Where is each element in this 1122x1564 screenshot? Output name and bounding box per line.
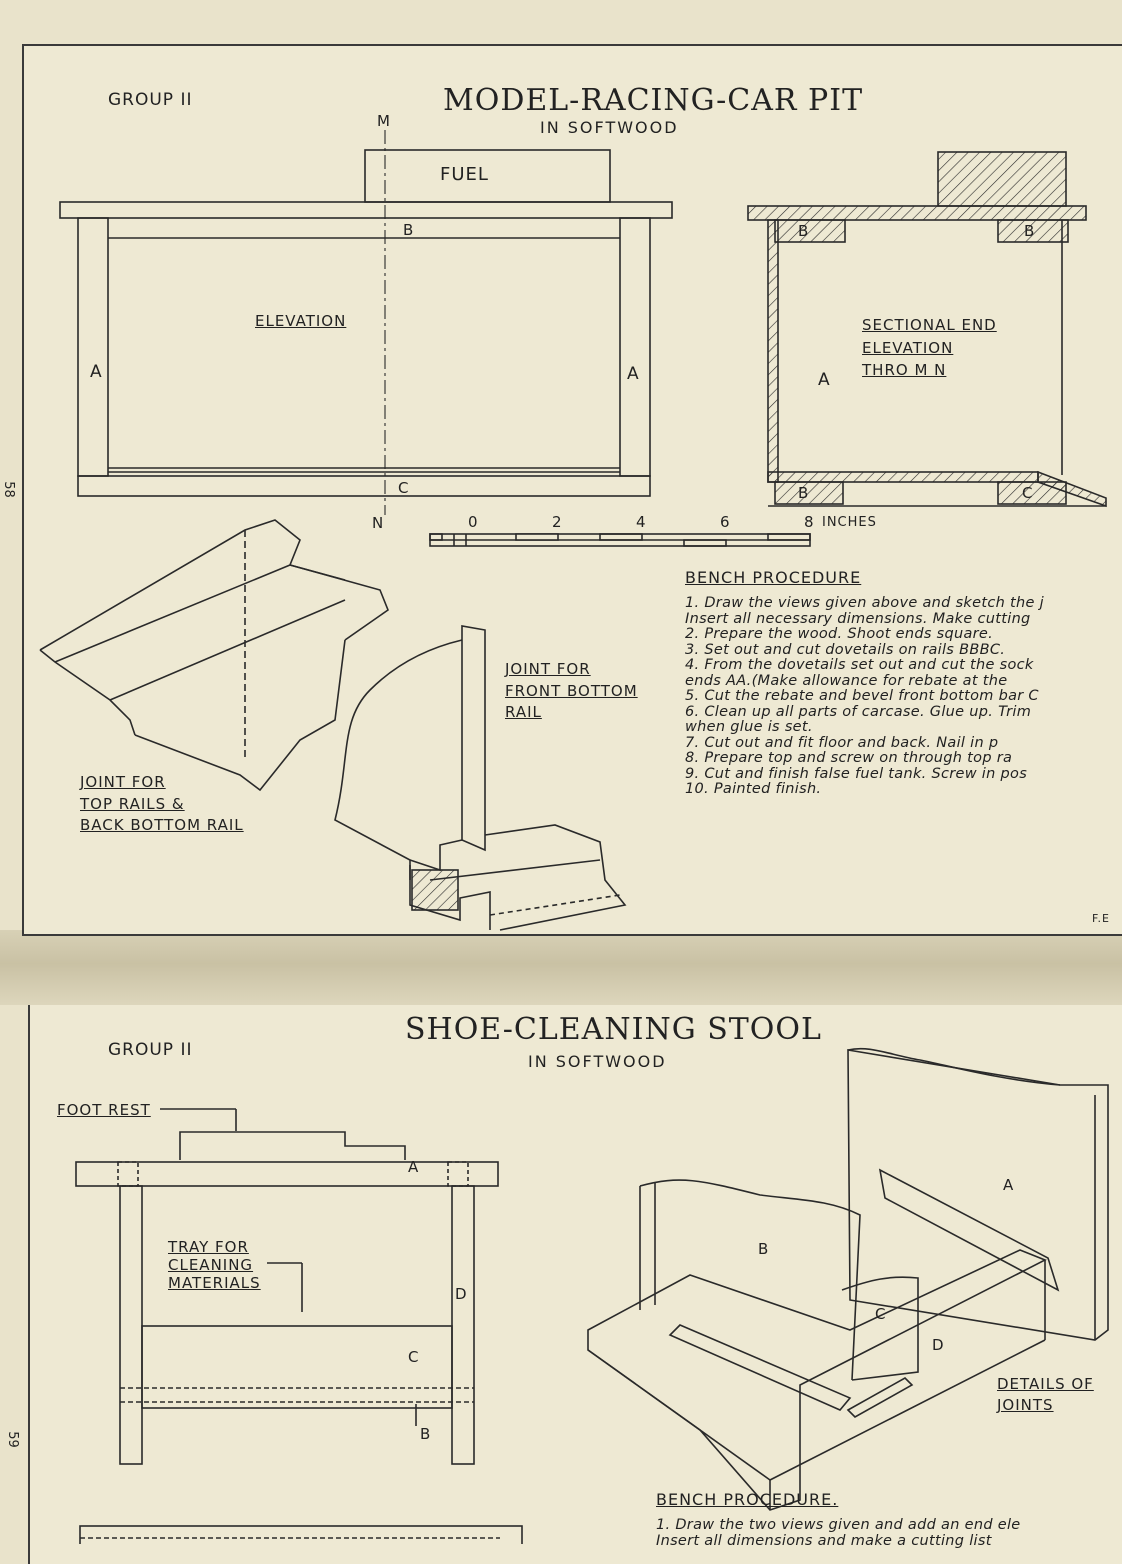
- scale-tick-2: 2: [552, 513, 563, 531]
- label-sectional-2: ELEVATION: [862, 339, 954, 357]
- step-line: 3. Set out and cut dovetails on rails BBBC.: [685, 641, 1006, 658]
- joint-details-drawing: [588, 1049, 1108, 1510]
- step-line: 2. Prepare the wood. Shoot ends square.: [685, 626, 994, 642]
- step-line: when glue is set.: [685, 719, 813, 735]
- label-joint-top-1: JOINT FOR: [80, 773, 166, 791]
- scale-tick-0: 0: [468, 513, 479, 531]
- bench-procedure-steps-bottom: [656, 1518, 1021, 1549]
- step-line: 10. Painted finish.: [685, 781, 822, 797]
- step-line: 4. From the dovetails set out and cut the sock: [685, 657, 1034, 673]
- scale-bar: [430, 534, 810, 546]
- page-number-58: 58: [0, 481, 16, 498]
- group-label-bottom: GROUP II: [108, 1040, 193, 1060]
- scale-unit: INCHES: [822, 515, 877, 530]
- label-a-joint: A: [1003, 1176, 1015, 1194]
- label-b-section-bottom: B: [798, 484, 810, 502]
- label-joint-front-3: RAIL: [505, 703, 542, 721]
- label-a-left: A: [90, 362, 103, 382]
- joint-top-rails-drawing: [40, 520, 388, 790]
- label-b-joint: B: [758, 1240, 770, 1258]
- bench-procedure-steps-top: [685, 596, 1044, 798]
- stool-elevation-drawing: [76, 1109, 522, 1544]
- label-m: M: [377, 112, 391, 130]
- label-d-leg: D: [455, 1285, 468, 1303]
- label-tray-1: TRAY FOR: [168, 1238, 249, 1256]
- label-tray-3: MATERIALS: [168, 1274, 261, 1292]
- label-b-section-right: B: [1024, 222, 1036, 240]
- step-line: 1. Draw the two views given and add an end ele: [656, 1517, 1021, 1533]
- title-top: MODEL-RACING-CAR PIT: [443, 83, 864, 118]
- label-foot-rest: FOOT REST: [57, 1101, 151, 1119]
- step-line: 5. Cut the rebate and bevel front bottom bar C: [685, 688, 1039, 704]
- scale-tick-8: 8: [804, 513, 815, 531]
- label-n: N: [372, 514, 385, 532]
- label-d-joint: D: [932, 1336, 945, 1354]
- subtitle-top: IN SOFTWOOD: [540, 118, 679, 137]
- label-joint-front-2: FRONT BOTTOM: [505, 682, 638, 700]
- label-joint-front-1: JOINT FOR: [505, 660, 591, 678]
- page-number-59: 59: [4, 1431, 20, 1448]
- label-tray-2: CLEANING: [168, 1256, 254, 1274]
- label-c-joint: C: [875, 1305, 887, 1323]
- step-line: Insert all necessary dimensions. Make cutting: [685, 610, 1031, 627]
- label-details-1: DETAILS OF: [997, 1375, 1094, 1393]
- label-b-rail: B: [403, 221, 415, 239]
- label-b-rail: B: [420, 1425, 432, 1443]
- label-sectional-3: THRO M N: [862, 361, 947, 379]
- label-a-section: A: [818, 370, 831, 390]
- elevation-drawing: [60, 130, 672, 515]
- label-c-rail: C: [398, 479, 410, 497]
- label-fuel: FUEL: [440, 164, 489, 185]
- scale-tick-4: 4: [636, 513, 647, 531]
- step-line: 8. Prepare top and screw on through top ra: [685, 750, 1013, 766]
- label-c-section-bottom: C: [1022, 484, 1034, 502]
- title-bottom: SHOE-CLEANING STOOL: [405, 1012, 822, 1047]
- label-joint-top-3: BACK BOTTOM RAIL: [80, 816, 244, 834]
- bench-procedure-title-bottom: BENCH PROCEDURE.: [656, 1490, 839, 1509]
- drafter-initials: F.E: [1092, 912, 1111, 925]
- label-elevation: ELEVATION: [255, 312, 347, 330]
- step-line: 7. Cut out and fit floor and back. Nail in p: [685, 734, 999, 751]
- step-line: 1. Draw the views given above and sketch the j: [685, 595, 1044, 611]
- label-joint-top-2: TOP RAILS &: [80, 795, 185, 813]
- step-line: Insert all dimensions and make a cutting list: [656, 1532, 992, 1549]
- label-b-section-left: B: [798, 222, 810, 240]
- label-a-right: A: [627, 364, 640, 384]
- label-sectional-1: SECTIONAL END: [862, 316, 997, 334]
- step-line: 9. Cut and finish false fuel tank. Screw in pos: [685, 765, 1028, 782]
- scale-tick-6: 6: [720, 513, 731, 531]
- step-line: 6. Clean up all parts of carcase. Glue up. Trim: [685, 703, 1032, 720]
- bench-procedure-title-top: BENCH PROCEDURE: [685, 568, 862, 587]
- label-c-tray: C: [408, 1348, 420, 1366]
- group-label-top: GROUP II: [108, 90, 193, 110]
- step-line: ends AA.(Make allowance for rebate at the: [685, 672, 1008, 689]
- label-details-2: JOINTS: [997, 1396, 1054, 1414]
- label-a-top-bar: A: [408, 1158, 420, 1176]
- subtitle-bottom: IN SOFTWOOD: [528, 1052, 667, 1071]
